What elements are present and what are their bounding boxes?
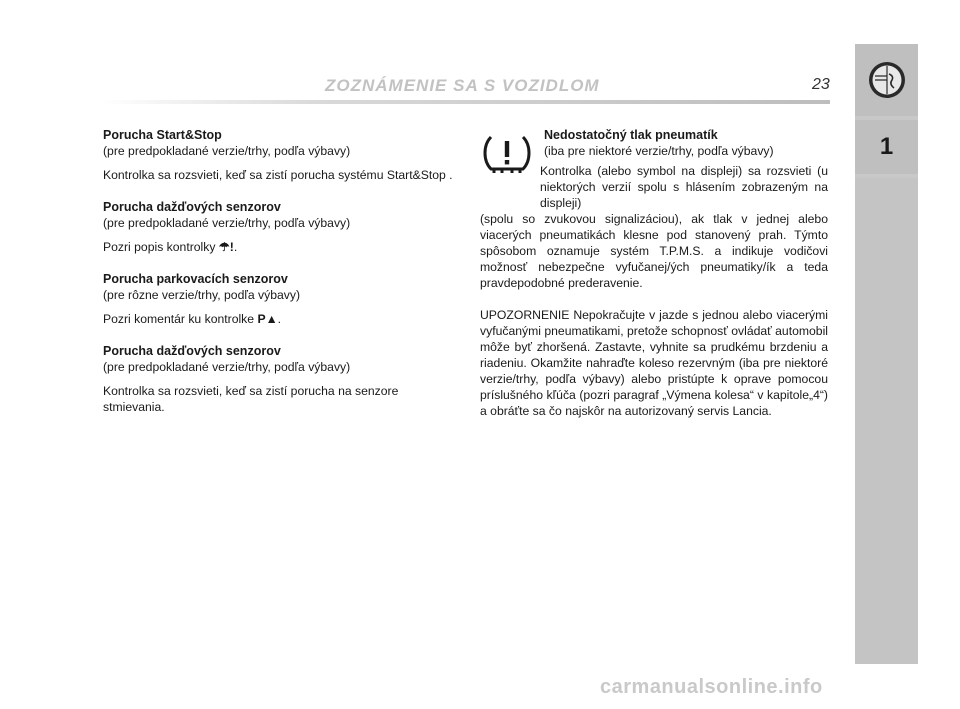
section-start-stop xyxy=(103,127,463,183)
side-logo-cell xyxy=(855,44,918,116)
section-title: Nedostatočný tlak pneumatík xyxy=(544,128,718,142)
section-rain-sensor xyxy=(103,199,463,255)
right-column xyxy=(480,127,828,419)
page-number: 23 xyxy=(812,76,830,93)
body-punct: . xyxy=(277,312,282,326)
rain-sensor-warning-icon: ☂! xyxy=(218,240,234,254)
section-body: Kontrolka sa rozsvieti, keď sa zistí porucha na senzore stmievania. xyxy=(103,384,399,414)
section-subtitle: (pre predpokladané verzie/trhy, podľa výbavy) xyxy=(103,360,351,374)
chapter-header-title: ZOZNÁMENIE SA S VOZIDLOM xyxy=(325,76,600,95)
warning-paragraph: UPOZORNENIE Nepokračujte v jazde s jednou alebo viacerými vyfučanými pneumatikami, pretože schopnosť ovládať automobil môže byť zhoršená. Zastavte, vyhnite sa prudkému brzdeniu a riadeniu. Okamžite nahraďte koleso rezervným (iba pre niektoré verzie/trhy, podľa výbavy) alebo pristúpte k oprave pomocou príslušného kľúča (pozri paragraf „Výmena kolesa“ v kapitole„4“) a obráťte sa čo najskôr na autorizovaný servis Lancia. xyxy=(480,308,828,418)
section-body: Kontrolka sa rozsvieti, keď sa zistí porucha systému Start&Stop . xyxy=(103,168,453,182)
section-subtitle: (pre predpokladané verzie/trhy, podľa výbavy) xyxy=(103,216,351,230)
tpms-body-first: Kontrolka (alebo symbol na displeji) sa rozsvieti (u niektorých verzií spolu s hlásením zobrazeným na displeji) xyxy=(540,164,828,210)
tire-pressure-warning-icon xyxy=(480,129,534,177)
section-body xyxy=(103,311,463,327)
body-text: Pozri komentár ku kontrolke xyxy=(103,312,255,326)
chapter-side-tab xyxy=(855,44,918,664)
tpms-body: (spolu so zvukovou signalizáciou), ak tlak v jednej alebo viacerých pneumatikách klesne pod stanovený prah. Týmto spôsobom oznamuje systém T.P.M.S. a indikuje vodičovi možnosť nebezpečne vyfučanej/ých pneumatiky/ík a teda pravdepodobné prederavenie. xyxy=(480,212,828,290)
left-column xyxy=(103,127,463,431)
section-body xyxy=(103,239,463,255)
body-text: Pozri popis kontrolky xyxy=(103,240,216,254)
section-title: Porucha parkovacích senzorov xyxy=(103,272,288,286)
side-tab-fill xyxy=(855,178,918,664)
section-subtitle: (pre rôzne verzie/trhy, podľa výbavy) xyxy=(103,288,301,302)
section-subtitle: (pre predpokladané verzie/trhy, podľa výbavy) xyxy=(103,144,351,158)
section-tpms xyxy=(480,127,828,419)
chapter-number: 1 xyxy=(855,120,918,174)
watermark: carmanualsonline.info xyxy=(600,676,823,698)
section-parking-sensor xyxy=(103,271,463,327)
section-dimming-sensor xyxy=(103,343,463,415)
parking-sensor-icon: P▲ xyxy=(257,312,278,326)
header-divider xyxy=(100,100,830,104)
body-punct: . xyxy=(233,240,238,254)
alfa-romeo-logo-icon xyxy=(867,60,907,100)
section-title: Porucha Start&Stop xyxy=(103,128,222,142)
section-title: Porucha dažďových senzorov xyxy=(103,344,281,358)
section-title: Porucha dažďových senzorov xyxy=(103,200,281,214)
section-subtitle: (iba pre niektoré verzie/trhy, podľa výbavy) xyxy=(544,144,774,158)
tpms-heading xyxy=(544,127,828,159)
